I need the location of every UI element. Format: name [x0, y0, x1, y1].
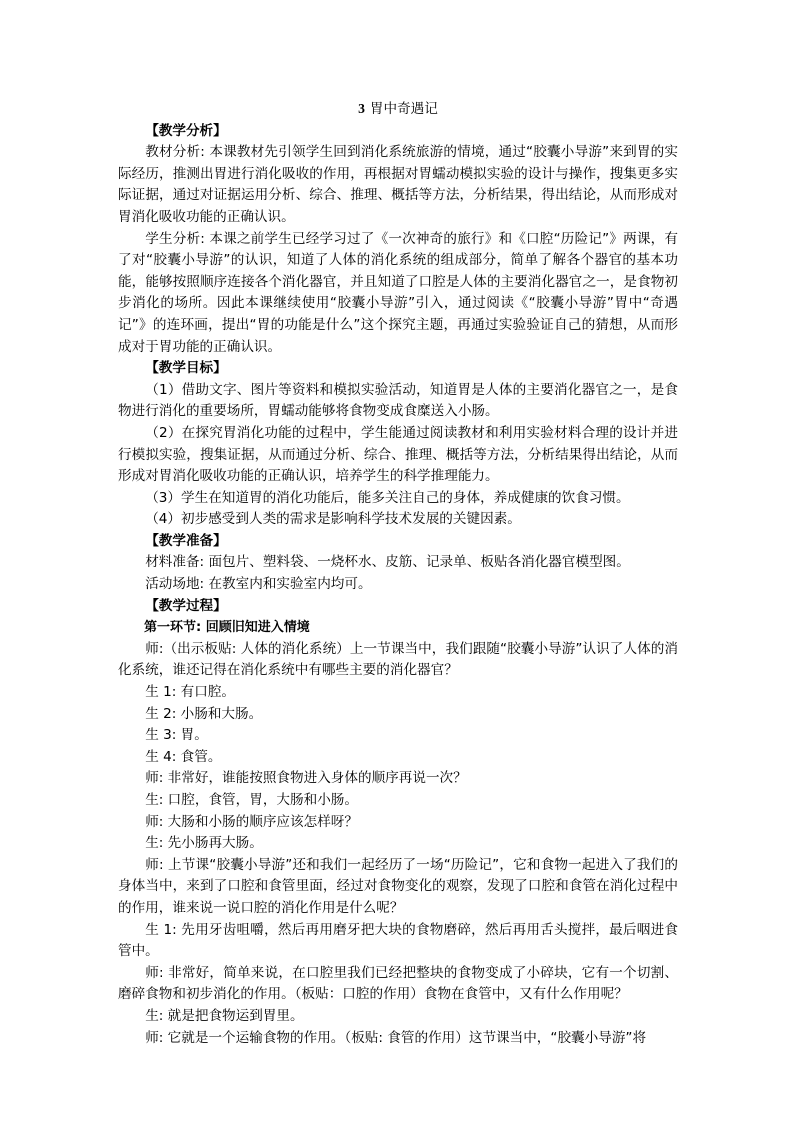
analysis-student-paragraph: 学生分析: 本课之前学生已经学习过了《一次神奇的旅行》和《口腔“历险记”》两课，有了对“胶囊小导游”的认识，知道了人体的消化系统的组成部分，简单了解各个器官的基本功能，能够按照顺序连接各个消化器官，并且知道了口腔是人体的主要消化器官之一，是食物初步消化的场所。因此本课继续使用“胶囊小导游”引入，通过阅读《“胶囊小导游”胃中“奇遇记”》的连环画，提出“胃的功能是什么”这个探究主题，再通过实验验证自己的猜想，从而形成对于胃功能的正确认识。: [118, 230, 678, 355]
lesson-number: 3: [358, 101, 365, 116]
dialogue-line: 生 1: 先用牙齿咀嚼，然后再用磨牙把大块的食物磨碎，然后再用舌头搅拌，最后咽进食管中。: [118, 921, 678, 960]
dialogue-line: 师:（出示板贴: 人体的消化系统）上一节课当中，我们跟随“胶囊小导游”认识了人体的消化系统，谁还记得在消化系统中有哪些主要的消化器官？: [118, 640, 678, 679]
prep-venue: 活动场地: 在教室内和实验室内均可。: [145, 576, 372, 593]
analysis-heading: 【教学分析】: [145, 122, 227, 139]
dialogue-line: 生 2: 小肠和大肠。: [145, 705, 263, 722]
dialogue-line: 生: 口腔，食管，胃，大肠和小肠。: [145, 792, 358, 808]
goals-heading: 【教学目标】: [145, 360, 227, 377]
dialogue-line: 生: 先小肠再大肠。: [145, 835, 263, 852]
dialogue-line: 生 1: 有口腔。: [145, 684, 236, 701]
prep-materials: 材料准备: 面包片、塑料袋、一烧杯水、皮筋、记录单、板贴各消化器官模型图。: [145, 554, 630, 571]
dialogue-line: 生 4: 食管。: [145, 748, 222, 765]
analysis-material-paragraph: 教材分析: 本课教材先引领学生回到消化系统旅游的情境，通过“胶囊小导游”来到胃的实际经历，推测出胃进行消化吸收的作用，再根据对胃蠕动模拟实验的设计与操作，搜集更多实际证据，通过对证据运用分析、综合、推理、概括等方法，分析结果，得出结论，从而形成对胃消化吸收功能的正确认识。: [118, 144, 678, 225]
dialogue-line: 生 3: 胃。: [145, 727, 208, 744]
dialogue-line: 生: 就是把食物运到胃里。: [145, 1007, 304, 1024]
goal-item: （3）学生在知道胃的消化功能后，能多关注自己的身体，养成健康的饮食习惯。: [145, 489, 630, 506]
step1-heading: 第一环节: 回顾旧知进入情境: [144, 620, 310, 636]
lesson-title-text: 胃中奇遇记: [369, 101, 438, 117]
process-heading: 【教学过程】: [145, 597, 227, 614]
goal-item: （2）在探究胃消化功能的过程中，学生能通过阅读教材和利用实验材料合理的设计并进行模拟实验，搜集证据，从而通过分析、综合、推理、概括等方法，分析结果得出结论，从而形成对胃消化吸收功能的正确认识，培养学生的科学推理能力。: [118, 424, 678, 485]
dialogue-line: 师: 非常好，简单来说，在口腔里我们已经把整块的食物变成了小碎块，它有一个切割、磨碎食物和初步消化的作用。（板贴：口腔的作用）食物在食管中，又有什么作用呢？: [118, 964, 678, 1003]
goal-item: （1）借助文字、图片等资料和模拟实验活动，知道胃是人体的主要消化器官之一，是食物进行消化的重要场所，胃蠕动能够将食物变成食糜送入小肠。: [118, 381, 678, 420]
goal-item: （4）初步感受到人类的需求是影响科学技术发展的关键因素。: [145, 511, 521, 528]
dialogue-line: 师: 它就是一个运输食物的作用。（板贴: 食管的作用）这节课当中，“胶囊小导游”将: [145, 1029, 647, 1046]
document-page: [118, 98, 678, 1049]
prep-heading: 【教学准备】: [145, 532, 227, 549]
dialogue-line: 师: 非常好，谁能按照食物进入身体的顺序再说一次？: [145, 770, 467, 787]
lesson-title: [118, 98, 678, 121]
dialogue-line: 师: 上节课“胶囊小导游”还和我们一起经历了一场“历险记”，它和食物一起进入了我们的身体当中，来到了口腔和食管里面，经过对食物变化的观察，发现了口腔和食管在消化过程中的作用，谁来说一说口腔的消化作用是什么呢？: [118, 856, 678, 916]
dialogue-line: 师: 大肠和小肠的顺序应该怎样呀？: [145, 813, 358, 830]
